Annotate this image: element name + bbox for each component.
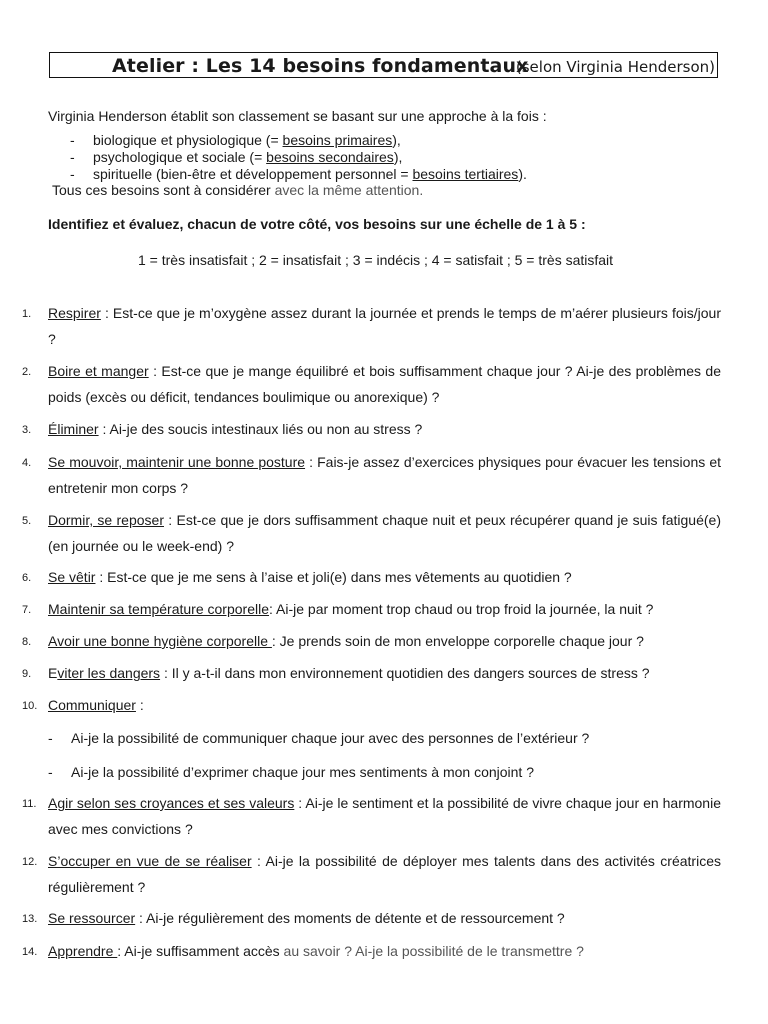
need-item-1 [22,300,721,352]
need-label: Se mouvoir, maintenir une bonne posture [48,454,306,470]
need-number: 13. [22,913,38,925]
need-number: 14. [22,946,38,958]
need-item-5 [22,507,721,559]
need-number: 8. [22,636,32,648]
need-number: 6. [22,572,32,584]
approach-text: spirituelle (bien-être et développement personnel = [93,166,413,182]
need-label-prefix: E [48,665,58,681]
approach-term: besoins tertiaires [412,166,519,182]
need-item-7 [22,596,721,622]
need-item-11 [22,790,721,842]
need-number: 9. [22,668,32,680]
need-question: : Ai-je le sentiment et la possibilité de vivre chaque jour en harmonie avec mes convictions ? [48,795,721,837]
need-question: : Ai-je suffisamment accès [117,943,284,959]
need-number: 12. [22,856,38,868]
consider-text-grey: avec la même attention. [274,182,424,198]
need-number: 3. [22,424,32,436]
page-title: Atelier : Les 14 besoins fondamentaux [112,55,529,77]
need-item-6 [22,564,721,590]
page-subtitle: (selon Virginia Henderson) [515,58,715,76]
need-label: Éliminer [48,421,99,437]
need-label: Se vêtir [48,569,96,585]
need-question: : Il y a-t-il dans mon environnement quotidien des dangers sources de stress ? [160,665,650,681]
need-question: : Ai-je la possibilité de déployer mes talents dans des activités créatrices régulièrement ? [48,853,721,895]
sub-question: Ai-je la possibilité d’exprimer chaque jour mes sentiments à mon conjoint ? [71,764,534,780]
need-item-9 [22,660,721,686]
need-question: : Fais-je assez d’exercices physiques pour évacuer les tensions et entretenir mon corps ? [48,454,722,496]
instruction-heading: Identifiez et évaluez, chacun de votre côté, vos besoins sur une échelle de 1 à 5 : [48,216,586,232]
approach-text: biologique et physiologique (= [93,132,283,148]
title-box [49,52,718,78]
need-label: S’occuper en vue de se réaliser [48,853,252,869]
sub-dash: - [48,764,53,780]
need-number: 2. [22,366,32,378]
intro-text: Virginia Henderson établit son classement se basant sur une approche à la fois : [48,108,547,124]
need-number: 7. [22,604,32,616]
need-item-2 [22,358,721,410]
need-label: Respirer [48,305,101,321]
need-number: 4. [22,457,32,469]
need-label: Communiquer [48,697,136,713]
rating-scale: 1 = très insatisfait ; 2 = insatisfait ; 3 = indécis ; 4 = satisfait ; 5 = très satisfait [138,252,614,268]
approach-suffix: ). [518,166,527,182]
need-label: Apprendre [48,943,118,959]
approach-term: besoins secondaires [266,149,394,165]
sub-dash: - [48,730,53,746]
approach-dash: - [70,149,75,165]
need-question: : Est-ce que je mange équilibré et bois suffisamment chaque jour ? Ai-je des problèmes de poids (excès ou déficit, tendances boulimique ou anorexique) ? [48,363,721,405]
need-label: Agir selon ses croyances et ses valeurs [48,795,295,811]
consider-text-main: Tous ces besoins sont à considérer [52,182,275,198]
need-item-14 [22,938,721,964]
need-question-grey: au savoir ? Ai-je la possibilité de le transmettre ? [283,943,584,959]
need-question: : [135,697,144,713]
need-question: : Ai-je régulièrement des moments de détente et de ressourcement ? [135,910,565,926]
need-label: Se ressourcer [48,910,136,926]
need-question: : Je prends soin de mon enveloppe corporelle chaque jour ? [271,633,644,649]
need-question: : Est-ce que je dors suffisamment chaque nuit et peux récupérer quand je suis fatigué(e) (en journée ou le week-end) ? [48,512,721,554]
need-label: Dormir, se reposer [48,512,164,528]
need-question: : Ai-je par moment trop chaud ou trop froid la journée, la nuit ? [269,601,654,617]
need-item-13 [22,905,721,931]
need-item-12 [22,848,721,900]
need-item-10 [22,692,721,718]
approach-suffix: ), [392,132,401,148]
need-item-8 [22,628,721,654]
need-number: 1. [22,308,32,320]
need-item-3 [22,416,721,442]
need-number: 5. [22,515,32,527]
need-item-4 [22,449,722,501]
need-number: 10. [22,700,38,712]
need-question: : Est-ce que je m’oxygène assez durant la journée et prends le temps de m’aérer plusieurs fois/jour ? [48,305,721,347]
need-label: Maintenir sa température corporelle [48,601,269,617]
need-label: Avoir une bonne hygiène corporelle [48,633,272,649]
consider-all-text [52,182,423,198]
need-number: 11. [22,798,37,810]
sub-question: Ai-je la possibilité de communiquer chaque jour avec des personnes de l’extérieur ? [71,730,590,746]
need-label: Boire et manger [48,363,149,379]
need-label: viter les dangers [57,665,161,681]
need-question: : Ai-je des soucis intestinaux liés ou non au stress ? [98,421,423,437]
approach-term: besoins primaires [282,132,393,148]
approach-dash: - [70,166,75,182]
approach-suffix: ), [393,149,403,165]
approach-text: psychologique et sociale (= [93,149,267,165]
need-question: : Est-ce que je me sens à l’aise et joli(e) dans mes vêtements au quotidien ? [95,569,572,585]
approach-dash: - [70,132,75,148]
